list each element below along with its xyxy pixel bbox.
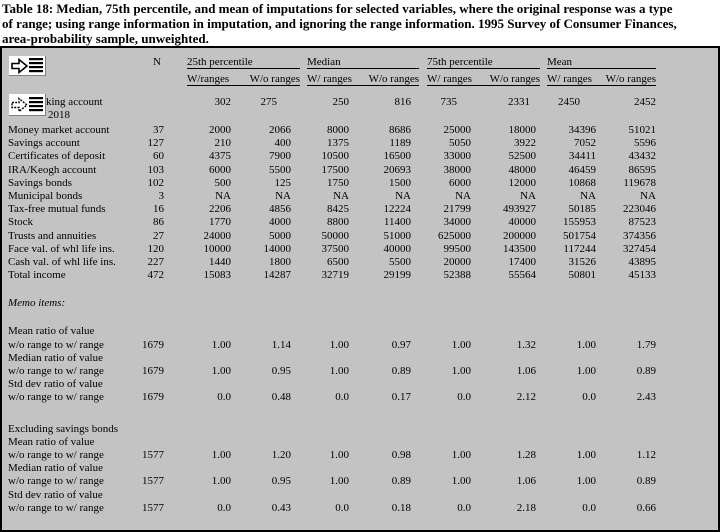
cell-value: 200000 bbox=[503, 229, 536, 242]
cell-value: 46459 bbox=[568, 163, 596, 176]
memo-label: w/o range to w/ range bbox=[8, 365, 104, 377]
cell-value: 1189 bbox=[389, 137, 411, 150]
cell-value: 33000 bbox=[443, 150, 471, 163]
cell-value: NA bbox=[640, 189, 656, 202]
cell-value: 1.00 bbox=[451, 338, 471, 351]
cell-n: 1679 bbox=[142, 391, 164, 404]
cell-value: 45133 bbox=[628, 269, 656, 282]
cell-value: 34411 bbox=[568, 150, 596, 163]
cell-n: 86 bbox=[153, 216, 164, 229]
memo-label-row bbox=[2, 352, 718, 365]
cell-value: 223046 bbox=[623, 203, 656, 216]
cell-value: 21799 bbox=[443, 203, 471, 216]
memo-label: w/o range to w/ range bbox=[8, 501, 104, 514]
cell-value: 17400 bbox=[508, 255, 536, 268]
table-row-cash-val-whl-life bbox=[2, 256, 718, 269]
cell-value: 8686 bbox=[389, 124, 411, 136]
cell-value: 625000 bbox=[438, 229, 471, 242]
title-line: of range; using range information in imputation, and ignoring the range information. 1995 Survey of Consumer Finances, bbox=[2, 16, 677, 31]
header-spacer bbox=[656, 70, 718, 89]
cell-value: 6000 bbox=[209, 163, 231, 176]
memo-label-row bbox=[2, 378, 718, 391]
cell-value: 31526 bbox=[568, 255, 596, 268]
cell-value: 275 bbox=[260, 96, 277, 108]
cell-value: 1.00 bbox=[576, 365, 596, 377]
cell-value: 1.00 bbox=[576, 475, 596, 488]
cell-value: 24000 bbox=[203, 229, 231, 242]
memo-label: Std dev ratio of value bbox=[8, 378, 103, 391]
cell-value: 1.00 bbox=[451, 448, 471, 461]
cell-n bbox=[117, 96, 164, 109]
cell-value: NA bbox=[395, 189, 411, 202]
cell-value: 8425 bbox=[327, 203, 349, 216]
cell-n: 1679 bbox=[142, 365, 164, 377]
cell-value: 0.48 bbox=[271, 391, 291, 404]
cell-value: 25000 bbox=[443, 124, 471, 136]
subcols-mean bbox=[536, 70, 656, 89]
cell-value: 0.0 bbox=[217, 391, 231, 404]
row-label: Stock bbox=[8, 216, 34, 229]
cell-value: 50000 bbox=[321, 229, 349, 242]
cell-value: 2450 bbox=[558, 96, 580, 108]
cell-value: 117244 bbox=[563, 242, 596, 255]
cell-value: 0.17 bbox=[391, 391, 411, 404]
cell-value: 1.06 bbox=[516, 475, 536, 488]
cell-value: 16500 bbox=[383, 150, 411, 163]
memo-section-heading-row bbox=[2, 423, 718, 436]
table-row-total-income bbox=[2, 269, 718, 282]
cell-value: 2.12 bbox=[516, 391, 536, 404]
memo-label: w/o range to w/ range bbox=[8, 391, 104, 404]
memo-value-row bbox=[2, 502, 718, 515]
cell-value: 0.98 bbox=[391, 448, 411, 461]
title-line: Table 18: Median, 75th percentile, and mean of imputations for selected variables, where the original response was a type bbox=[2, 1, 673, 16]
header-spacer bbox=[117, 70, 164, 89]
cell-value: 10000 bbox=[203, 242, 231, 255]
col-header-w-ranges: W/ranges bbox=[187, 73, 230, 85]
cell-value: 51021 bbox=[628, 124, 656, 136]
cell-value: 50185 bbox=[568, 203, 596, 216]
cell-value: 29199 bbox=[383, 269, 411, 282]
cell-value: 400 bbox=[274, 137, 291, 150]
table-row-certificates-of-deposit bbox=[2, 150, 718, 163]
cell-value: 493927 bbox=[503, 203, 536, 216]
memo-label-row bbox=[2, 436, 718, 449]
cell-value: 1.00 bbox=[329, 448, 349, 461]
cell-value: 4856 bbox=[269, 203, 291, 216]
cell-n: 1577 bbox=[142, 475, 164, 488]
cell-value: 34396 bbox=[568, 124, 596, 136]
cell-value: 6500 bbox=[327, 255, 349, 268]
cell-value: 0.0 bbox=[582, 501, 596, 514]
cell-value: 125 bbox=[274, 176, 291, 189]
cell-value: 1.00 bbox=[576, 448, 596, 461]
cell-n: 1679 bbox=[142, 338, 164, 351]
memo-label: Mean ratio of value bbox=[8, 435, 95, 448]
memo-label-row bbox=[2, 325, 718, 338]
cell-value: 1.00 bbox=[211, 475, 231, 488]
cell-value: 0.0 bbox=[457, 391, 471, 404]
table-title bbox=[0, 0, 720, 46]
subcols-75th bbox=[411, 70, 540, 89]
memo-label: w/o range to w/ range bbox=[8, 338, 104, 351]
header-group-row bbox=[2, 56, 718, 70]
cell-value: 52500 bbox=[508, 150, 536, 163]
cell-value: 1.00 bbox=[329, 338, 349, 351]
cell-value: 40000 bbox=[383, 242, 411, 255]
cell-value: 32719 bbox=[321, 269, 349, 282]
cell-value: 3922 bbox=[514, 137, 536, 150]
cell-value: 0.0 bbox=[457, 501, 471, 514]
jump-to-text-icon[interactable] bbox=[9, 56, 46, 79]
cell-value: 0.43 bbox=[271, 501, 291, 514]
cell-value: 7900 bbox=[269, 150, 291, 163]
cell-value: 8000 bbox=[327, 124, 349, 136]
cell-value: 18000 bbox=[508, 124, 536, 136]
cell-n: 102 bbox=[147, 176, 164, 189]
jump-to-text-icon[interactable] bbox=[9, 94, 46, 119]
header-sub-row bbox=[2, 70, 718, 89]
cell-n: 1577 bbox=[142, 501, 164, 514]
cell-value: 1.12 bbox=[636, 448, 656, 461]
memo-label: w/o range to w/ range bbox=[8, 448, 104, 461]
header-spacer bbox=[656, 56, 718, 70]
table-row-ira-keogh bbox=[2, 164, 718, 177]
cell-value: 48000 bbox=[508, 163, 536, 176]
cell-value: 327454 bbox=[623, 242, 656, 255]
cell-n: 227 bbox=[147, 255, 164, 268]
cell-value: NA bbox=[275, 189, 291, 202]
cell-value: 119678 bbox=[623, 176, 656, 189]
memo-label-row bbox=[2, 489, 718, 502]
data-table bbox=[0, 46, 720, 532]
table-row-savings-account bbox=[2, 137, 718, 150]
cell-value: 1770 bbox=[209, 216, 231, 229]
table-row-face-val-whl-life bbox=[2, 243, 718, 256]
row-label: Total income bbox=[8, 269, 66, 282]
table-row-stock bbox=[2, 216, 718, 229]
table-row-savings-bonds bbox=[2, 177, 718, 190]
row-label: Tax-free mutual funds bbox=[8, 203, 106, 216]
cell-value: 14000 bbox=[263, 242, 291, 255]
cell-value: 1.28 bbox=[516, 448, 536, 461]
memo-value-row bbox=[2, 391, 718, 404]
memo-value-row bbox=[2, 475, 718, 488]
cell-value: 0.66 bbox=[636, 501, 656, 514]
cell-value: 0.0 bbox=[335, 501, 349, 514]
cell-value: 40000 bbox=[508, 216, 536, 229]
cell-value: 55564 bbox=[508, 269, 536, 282]
col-header-w-ranges: W/ ranges bbox=[307, 73, 352, 85]
cell-value: 51000 bbox=[383, 229, 411, 242]
cell-n: 1577 bbox=[142, 448, 164, 461]
cell-value: 37500 bbox=[321, 242, 349, 255]
row-label: Savings bonds bbox=[8, 176, 72, 189]
table-row-tax-free-mutual-funds bbox=[2, 203, 718, 216]
cell-value: 10868 bbox=[568, 176, 596, 189]
cell-value: 2331 bbox=[508, 96, 530, 108]
cell-value: 20000 bbox=[443, 255, 471, 268]
cell-value: 1440 bbox=[209, 255, 231, 268]
cell-value: 2000 bbox=[209, 124, 231, 136]
memo-label: Median ratio of value bbox=[8, 351, 103, 364]
col-header-wo-ranges: W/o ranges bbox=[489, 73, 540, 85]
cell-value: 38000 bbox=[443, 163, 471, 176]
cell-n-wrapped: 2018 bbox=[48, 109, 70, 121]
cell-value: NA bbox=[215, 189, 231, 202]
cell-value: 1.32 bbox=[516, 338, 536, 351]
cell-value: 0.97 bbox=[391, 338, 411, 351]
subcols-25th bbox=[164, 70, 300, 89]
col-header-wo-ranges: W/o ranges bbox=[368, 73, 419, 85]
cell-value: 2452 bbox=[634, 96, 656, 108]
table-row-checking-account bbox=[2, 96, 718, 109]
cell-value: 12000 bbox=[508, 176, 536, 189]
cell-value: 5596 bbox=[634, 137, 656, 150]
row-label: Certificates of deposit bbox=[8, 150, 106, 163]
cell-value: 1.00 bbox=[329, 475, 349, 488]
cell-n: 472 bbox=[147, 269, 164, 282]
cell-value: 0.95 bbox=[271, 475, 291, 488]
row-label: king account bbox=[46, 96, 103, 108]
memo-section-heading: Excluding savings bonds bbox=[8, 422, 118, 435]
cell-value: 10500 bbox=[321, 150, 349, 163]
row-label: IRA/Keogh account bbox=[8, 163, 97, 176]
cell-value: 210 bbox=[214, 137, 231, 150]
cell-value: 6000 bbox=[449, 176, 471, 189]
cell-value: NA bbox=[455, 189, 471, 202]
cell-value: 43432 bbox=[628, 150, 656, 163]
cell-value: 7052 bbox=[574, 137, 596, 150]
cell-value: 11400 bbox=[383, 216, 411, 229]
cell-value: 501754 bbox=[563, 229, 596, 242]
cell-value: 1.00 bbox=[451, 365, 471, 377]
cell-value: 1500 bbox=[389, 176, 411, 189]
cell-value: 1750 bbox=[327, 176, 349, 189]
cell-value: 0.18 bbox=[391, 501, 411, 514]
cell-value: 250 bbox=[332, 96, 349, 108]
cell-value: 1.20 bbox=[271, 448, 291, 461]
cell-value: 17500 bbox=[321, 163, 349, 176]
subcols-median bbox=[291, 70, 419, 89]
cell-value: 0.89 bbox=[636, 475, 656, 488]
cell-value: NA bbox=[333, 189, 349, 202]
cell-n: 120 bbox=[147, 242, 164, 255]
cell-n: 3 bbox=[158, 189, 164, 202]
cell-value: 1.06 bbox=[516, 365, 536, 377]
row-label: Trusts and annuities bbox=[8, 229, 97, 242]
title-line: area-probability sample, unweighted. bbox=[2, 31, 209, 46]
cell-value: NA bbox=[580, 189, 596, 202]
cell-n: 60 bbox=[153, 150, 164, 163]
cell-value: 1.00 bbox=[211, 448, 231, 461]
cell-value: 0.89 bbox=[391, 475, 411, 488]
col-group-75th: 75th percentile bbox=[411, 56, 536, 70]
memo-heading: Memo items: bbox=[8, 297, 66, 310]
cell-value: 5500 bbox=[389, 255, 411, 268]
table-row-municipal-bonds bbox=[2, 190, 718, 203]
cell-value: 34000 bbox=[443, 216, 471, 229]
cell-value: 5000 bbox=[269, 229, 291, 242]
memo-value-row bbox=[2, 449, 718, 462]
cell-value: 0.0 bbox=[582, 391, 596, 404]
memo-label: Median ratio of value bbox=[8, 462, 103, 475]
col-header-n: N bbox=[153, 56, 161, 68]
cell-value: 1375 bbox=[327, 137, 349, 150]
cell-value: 86595 bbox=[628, 163, 656, 176]
cell-value: 52388 bbox=[443, 269, 471, 282]
table-row-checking-account-n bbox=[2, 109, 718, 122]
cell-value: 2.43 bbox=[636, 391, 656, 404]
cell-value: 0.89 bbox=[391, 365, 411, 377]
cell-value: 500 bbox=[214, 176, 231, 189]
row-label: Money market account bbox=[8, 124, 110, 136]
cell-value: 735 bbox=[440, 96, 457, 108]
col-header-wo-ranges: W/o ranges bbox=[605, 73, 656, 85]
cell-value: 50801 bbox=[568, 269, 596, 282]
cell-value: 0.89 bbox=[636, 365, 656, 377]
cell-value: 1.00 bbox=[451, 475, 471, 488]
cell-value: 2206 bbox=[209, 203, 231, 216]
cell-value: 155953 bbox=[563, 216, 596, 229]
cell-value: 1.79 bbox=[636, 338, 656, 351]
cell-value: 143500 bbox=[503, 242, 536, 255]
row-label: Municipal bonds bbox=[8, 189, 83, 202]
memo-label: Std dev ratio of value bbox=[8, 488, 103, 501]
cell-value: 14287 bbox=[263, 269, 291, 282]
cell-value: NA bbox=[520, 189, 536, 202]
cell-value: 5050 bbox=[449, 137, 471, 150]
col-header-wo-ranges: W/o ranges bbox=[249, 73, 300, 85]
memo-label: w/o range to w/ range bbox=[8, 475, 104, 488]
cell-value: 8800 bbox=[327, 216, 349, 229]
cell-value: 0.95 bbox=[271, 365, 291, 377]
cell-value: 2.18 bbox=[516, 501, 536, 514]
memo-value-row bbox=[2, 365, 718, 378]
row-label: Cash val. of whl life ins. bbox=[8, 255, 116, 268]
cell-value: 1.00 bbox=[576, 338, 596, 351]
row-label: Face val. of whl life ins. bbox=[8, 242, 115, 255]
col-group-mean: Mean bbox=[536, 56, 656, 70]
cell-n: 37 bbox=[153, 124, 164, 136]
cell-n: 127 bbox=[147, 137, 164, 150]
cell-value: 2066 bbox=[269, 124, 291, 136]
table-row-money-market bbox=[2, 124, 718, 137]
cell-n: 103 bbox=[147, 163, 164, 176]
cell-value: 43895 bbox=[628, 255, 656, 268]
col-header-w-ranges: W/ ranges bbox=[547, 73, 592, 85]
cell-n: 27 bbox=[153, 229, 164, 242]
cell-value: 302 bbox=[214, 96, 231, 108]
cell-value: 4000 bbox=[269, 216, 291, 229]
cell-value: 374356 bbox=[623, 229, 656, 242]
table-row-trusts-annuities bbox=[2, 230, 718, 243]
memo-value-row bbox=[2, 339, 718, 352]
cell-value: 87523 bbox=[628, 216, 656, 229]
cell-value: 0.0 bbox=[335, 391, 349, 404]
row-label: Savings account bbox=[8, 137, 80, 150]
cell-value: 0.0 bbox=[217, 501, 231, 514]
cell-value: 1.14 bbox=[271, 338, 291, 351]
col-group-median: Median bbox=[291, 56, 411, 70]
cell-value: 4375 bbox=[209, 150, 231, 163]
cell-n: 16 bbox=[153, 203, 164, 216]
cell-value: 12224 bbox=[383, 203, 411, 216]
cell-value: 1800 bbox=[269, 255, 291, 268]
memo-label: Mean ratio of value bbox=[8, 325, 95, 338]
cell-value: 99500 bbox=[443, 242, 471, 255]
col-group-25th: 25th percentile bbox=[164, 56, 291, 70]
cell-value: 816 bbox=[394, 96, 411, 108]
col-header-w-ranges: W/ ranges bbox=[427, 73, 472, 85]
memo-label-row bbox=[2, 462, 718, 475]
cell-value: 5500 bbox=[269, 163, 291, 176]
cell-value: 1.00 bbox=[211, 365, 231, 377]
cell-value: 1.00 bbox=[329, 365, 349, 377]
memo-heading-row bbox=[2, 297, 718, 310]
cell-value: 1.00 bbox=[211, 338, 231, 351]
cell-value: 20693 bbox=[383, 163, 411, 176]
cell-value: 15083 bbox=[203, 269, 231, 282]
